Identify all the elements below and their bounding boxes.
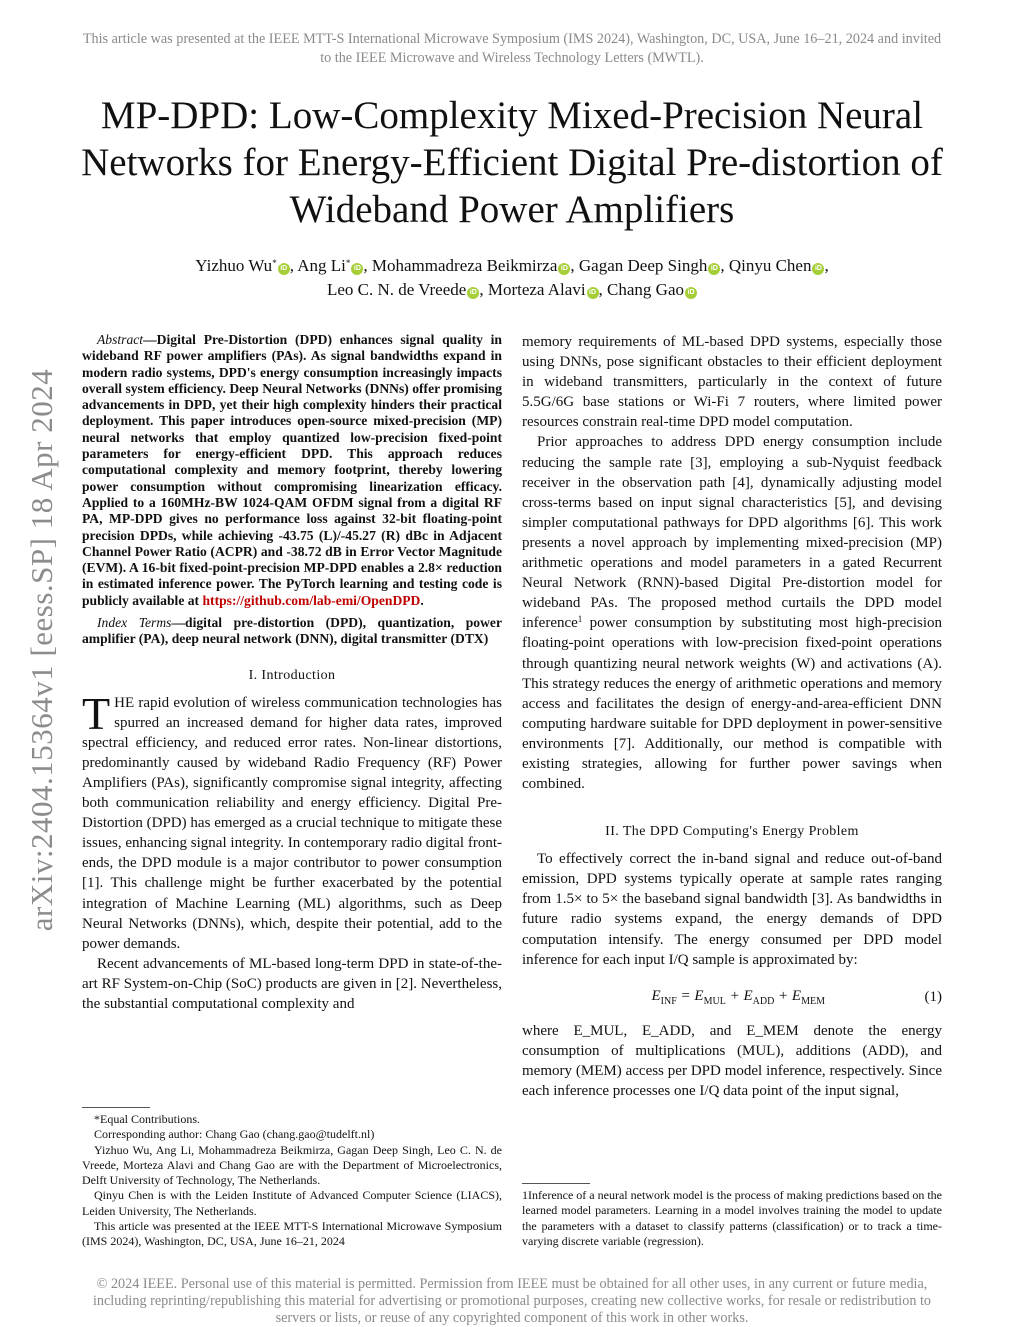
author[interactable]: Yizhuo Wu*iD bbox=[195, 256, 289, 275]
body-paragraph: where E_MUL, E_ADD, and E_MEM denote the energy consumption of multiplications (MUL), additions (ADD), and memory (MEM) access per DPD model inference, respectively. Since each inference processes one I/Q data point of the input signal, bbox=[522, 1022, 942, 1099]
equation-number: (1) bbox=[924, 988, 942, 1005]
orcid-icon[interactable]: iD bbox=[708, 263, 720, 275]
arxiv-stamp bbox=[22, 350, 62, 950]
orcid-icon[interactable]: iD bbox=[812, 263, 824, 275]
author-list: Yizhuo Wu*iD , Ang Li*iD , Mohammadreza Beikmirza iD , Gagan Deep Singh iD , Qinyu Chen iD , Leo C. N. de Vreede iD , Morteza Alavi iD , Chang Gao iD bbox=[195, 256, 829, 299]
orcid-icon[interactable]: iD bbox=[587, 287, 599, 299]
index-terms: Index Terms—digital pre-distortion (DPD), quantization, power amplifier (PA), deep neural network (DNN), digital transmitter (DTX) bbox=[82, 615, 502, 647]
equation bbox=[522, 988, 942, 1007]
orcid-icon[interactable]: iD bbox=[278, 263, 290, 275]
body-paragraph: memory requirements of ML-based DPD systems, especially those using DNNs, pose significant obstacles to their efficient deployment in wideband transmitters, particularly in the context of future 5.5G/6G base stations or Wi-Fi 7 routers, where limited power resources constrain real-time DPD model computation. bbox=[522, 334, 942, 431]
orcid-icon[interactable]: iD bbox=[558, 263, 570, 275]
footnote: Qinyu Chen is with the Leiden Institute of Advanced Computer Science (LIACS), Leiden University, The Netherlands. bbox=[82, 1188, 502, 1218]
intro-paragraph: Recent advancements of ML-based long-term DPD in state-of-the-art RF System-on-Chip (SoC) products are given in [2]. Nevertheless, the substantial computational complexity and bbox=[82, 955, 502, 1013]
right-column bbox=[522, 332, 942, 1101]
footnote-rule bbox=[522, 1183, 590, 1184]
author[interactable]: Leo C. N. de Vreede iD bbox=[327, 280, 479, 299]
abstract: Abstract—Digital Pre-Distortion (DPD) enhances signal quality in wideband RF power amplifiers (PAs). As signal bandwidths expand in modern radio systems, DPD's energy consumption increasingly impacts overall system efficiency. Deep Neural Networks (DNNs) offer promising advancements in DPD, yet their high complexity hinders their practical deployment. This paper introduces open-source mixed-precision (MP) neural networks that employ quantized low-precision fixed-point parameters for energy-efficient DPD. This approach reduces computational complexity and memory footprint, thereby lowering power consumption without compromising linearization efficacy. Applied to a 160MHz-BW 1024-QAM OFDM signal from a digital RF PA, MP-DPD gives no performance loss against 32-bit floating-point precision DPDs, while achieving -43.75 (L)/-45.27 (R) dBc in Adjacent Channel Power Ratio (ACPR) and -38.72 dB in Error Vector Magnitude (EVM). A 16-bit fixed-point-precision MP-DPD enables a 2.8× reduction in estimated inference power. The PyTorch learning and testing code is publicly available at https://github.com/lab-emi/OpenDPD. bbox=[82, 332, 502, 608]
footnote: Yizhuo Wu, Ang Li, Mohammadreza Beikmirza, Gagan Deep Singh, Leo C. N. de Vreede, Morteza Alavi and Chang Gao are with the Department of Microelectronics, Delft University of Technology, The Netherlands. bbox=[82, 1142, 502, 1188]
footnote: Corresponding author: Chang Gao (chang.gao@tudelft.nl) bbox=[94, 1127, 375, 1142]
section-heading: II. The DPD Computing's Energy Problem bbox=[605, 824, 859, 840]
intro-paragraph: THE rapid evolution of wireless communication technologies has spurred an increased demand for higher data rates, improved spectral efficiency, and reduced error rates. Non-linear distortions, predominantly caused by wideband Radio Frequency (RF) Power Amplifiers (PAs), significantly compromise signal integrity, affecting both communication reliability and energy efficiency. Digital Pre-Distortion (DPD) has emerged as a crucial technique to mitigate these issues, enhancing signal integrity. In contemporary radio digital front-ends, the DPD module is a major contributor to power consumption [1]. This challenge might be further exacerbated by the potential integration of Machine Learning (ML) algorithms, such as Deep Neural Networks (DNNs), which, despite their potential, add to the power demands. bbox=[82, 687, 502, 952]
author[interactable]: Qinyu Chen iD bbox=[729, 256, 825, 275]
footnotes-left bbox=[82, 1112, 502, 1250]
section-heading: I. Introduction bbox=[248, 667, 336, 683]
body-paragraph: Prior approaches to address DPD energy consumption include reducing the sample rate [3], employing a sub-Nyquist feedback receiver in the observation path [4], dynamically adjusting model cross-terms based on input signal characteristics [5], and devising simpler computational pathways for DPD algorithms [6]. This work presents a novel approach by implementing mixed-precision (MP) arithmetic operations and model parameters in a gated Recurrent Neural Network (RNN)-based Digital Pre-distortion model for wideband PAs. The proposed method curtails the DPD model inference$^1$ power consumption by substituting most high-precision floating-point operations with low-precision fixed-point operations through quantizing neural network weights (W) and activations (A). This strategy reduces the energy of arithmetic operations and memory access and facilitates the design of energy-and-area-efficient DNN computing hardware suitable for DPD deployment in power-sensitive environments [7]. Additionally, our method is compatible with existing strategies, allowing for further power savings when combined. bbox=[522, 434, 942, 793]
orcid-icon[interactable]: iD bbox=[467, 287, 479, 299]
left-column bbox=[82, 332, 502, 1014]
footnote-mark[interactable]: 1 bbox=[577, 614, 583, 625]
author[interactable]: Morteza Alavi iD bbox=[488, 280, 599, 299]
orcid-icon[interactable]: iD bbox=[351, 263, 363, 275]
footnote-right: 1Inference of a neural network model is the process of making predictions based on the learned model parameters. Learning in a model involves training the model to update the parameters with a dataset to classify patterns (classification) or to track a time-varying discrete variable (regression). bbox=[522, 1188, 942, 1248]
conference-note: This article was presented at the IEEE MTT-S International Microwave Symposium (IMS 2024), Washington, DC, USA, June 16–21, 2024 and invited to the IEEE Microwave and Wireless Technology Letters (MWTL). bbox=[82, 31, 942, 66]
paper-title: MP-DPD: Low-Complexity Mixed-Precision Neural Networks for Energy-Efficient Digital Pre-distortion of Wideband Power Amplifiers bbox=[81, 94, 943, 231]
footnote: *Equal Contributions. bbox=[94, 1112, 200, 1126]
body-paragraph: To effectively correct the in-band signal and reduce out-of-band emission, DPD systems typically operate at sample rates ranging from 1.5× to 5× the baseband signal bandwidth [3]. As bandwidths in future radio systems expand, the energy demands of DPD computation intensify. The energy consumed per DPD model inference for each input I/Q sample is approximated by: bbox=[522, 851, 942, 968]
author[interactable]: Gagan Deep Singh iD bbox=[579, 256, 720, 275]
drop-cap: T bbox=[82, 687, 111, 739]
code-link[interactable]: https://github.com/lab-emi/OpenDPD bbox=[202, 592, 421, 608]
footnote-rule bbox=[82, 1107, 150, 1108]
author[interactable]: Ang Li*iD bbox=[297, 256, 363, 275]
copyright-notice: © 2024 IEEE. Personal use of this material is permitted. Permission from IEEE must be obtained for all other uses, in any current or future media, including reprinting/republishing this material for advertising or promotional purposes, creating new collective works, for resale or redistribution to servers or lists, or reuse of any copyrighted component of this work in other works. bbox=[92, 1276, 932, 1326]
equation-body: $E_{INF} = E_{MUL} + E_{ADD} + E_{MEM}$ bbox=[651, 987, 825, 1007]
footnote: This article was presented at the IEEE MTT-S International Microwave Symposium (IMS 2024), Washington, DC, USA, June 16–21, 2024 bbox=[82, 1219, 502, 1249]
orcid-icon[interactable]: iD bbox=[685, 287, 697, 299]
author[interactable]: Chang Gao iD bbox=[607, 280, 697, 299]
author[interactable]: Mohammadreza Beikmirza iD bbox=[372, 256, 571, 275]
arxiv-id: arXiv:2404.15364v1 [eess.SP] 18 Apr 2024 bbox=[24, 368, 59, 932]
